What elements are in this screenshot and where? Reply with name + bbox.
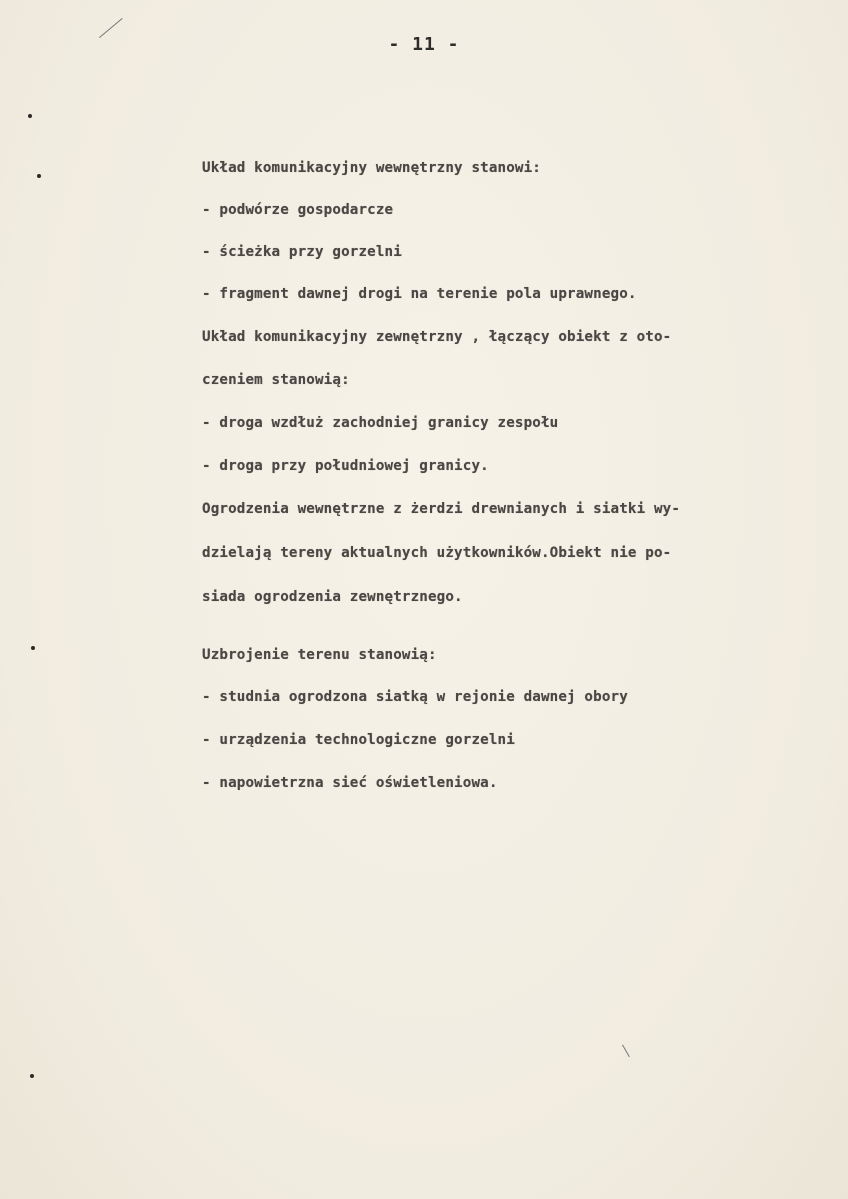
text-line-14: - urządzenia technologiczne gorzelni: [202, 732, 515, 748]
text-line-6: czeniem stanowią:: [202, 372, 350, 388]
text-line-15: - napowietrzna sieć oświetleniowa.: [202, 775, 498, 791]
paper-scratch: [622, 1045, 630, 1058]
text-line-2: - podwórze gospodarcze: [202, 202, 394, 218]
paper-speck: [30, 1074, 34, 1078]
text-line-12: Uzbrojenie terenu stanowią:: [202, 647, 437, 663]
text-line-1: Układ komunikacyjny wewnętrzny stanowi:: [202, 160, 541, 176]
text-line-11: siada ogrodzenia zewnętrznego.: [202, 589, 463, 605]
text-line-5: Układ komunikacyjny zewnętrzny , łączący obiekt z oto-: [202, 329, 672, 345]
text-line-13: - studnia ogrodzona siatką w rejonie dawnej obory: [202, 689, 628, 705]
paper-speck: [28, 114, 32, 118]
text-line-3: - ścieżka przy gorzelni: [202, 244, 402, 260]
paper-speck: [37, 174, 41, 178]
text-line-4: - fragment dawnej drogi na terenie pola uprawnego.: [202, 286, 637, 302]
text-line-9: Ogrodzenia wewnętrzne z żerdzi drewnianych i siatki wy-: [202, 501, 681, 517]
text-line-10: dzielają tereny aktualnych użytkowników.Obiekt nie po-: [202, 545, 672, 561]
paper-speck: [31, 646, 35, 650]
text-line-7: - droga wzdłuż zachodniej granicy zespołu: [202, 415, 559, 431]
page-number: - 11 -: [388, 34, 460, 55]
text-line-8: - droga przy południowej granicy.: [202, 458, 489, 474]
